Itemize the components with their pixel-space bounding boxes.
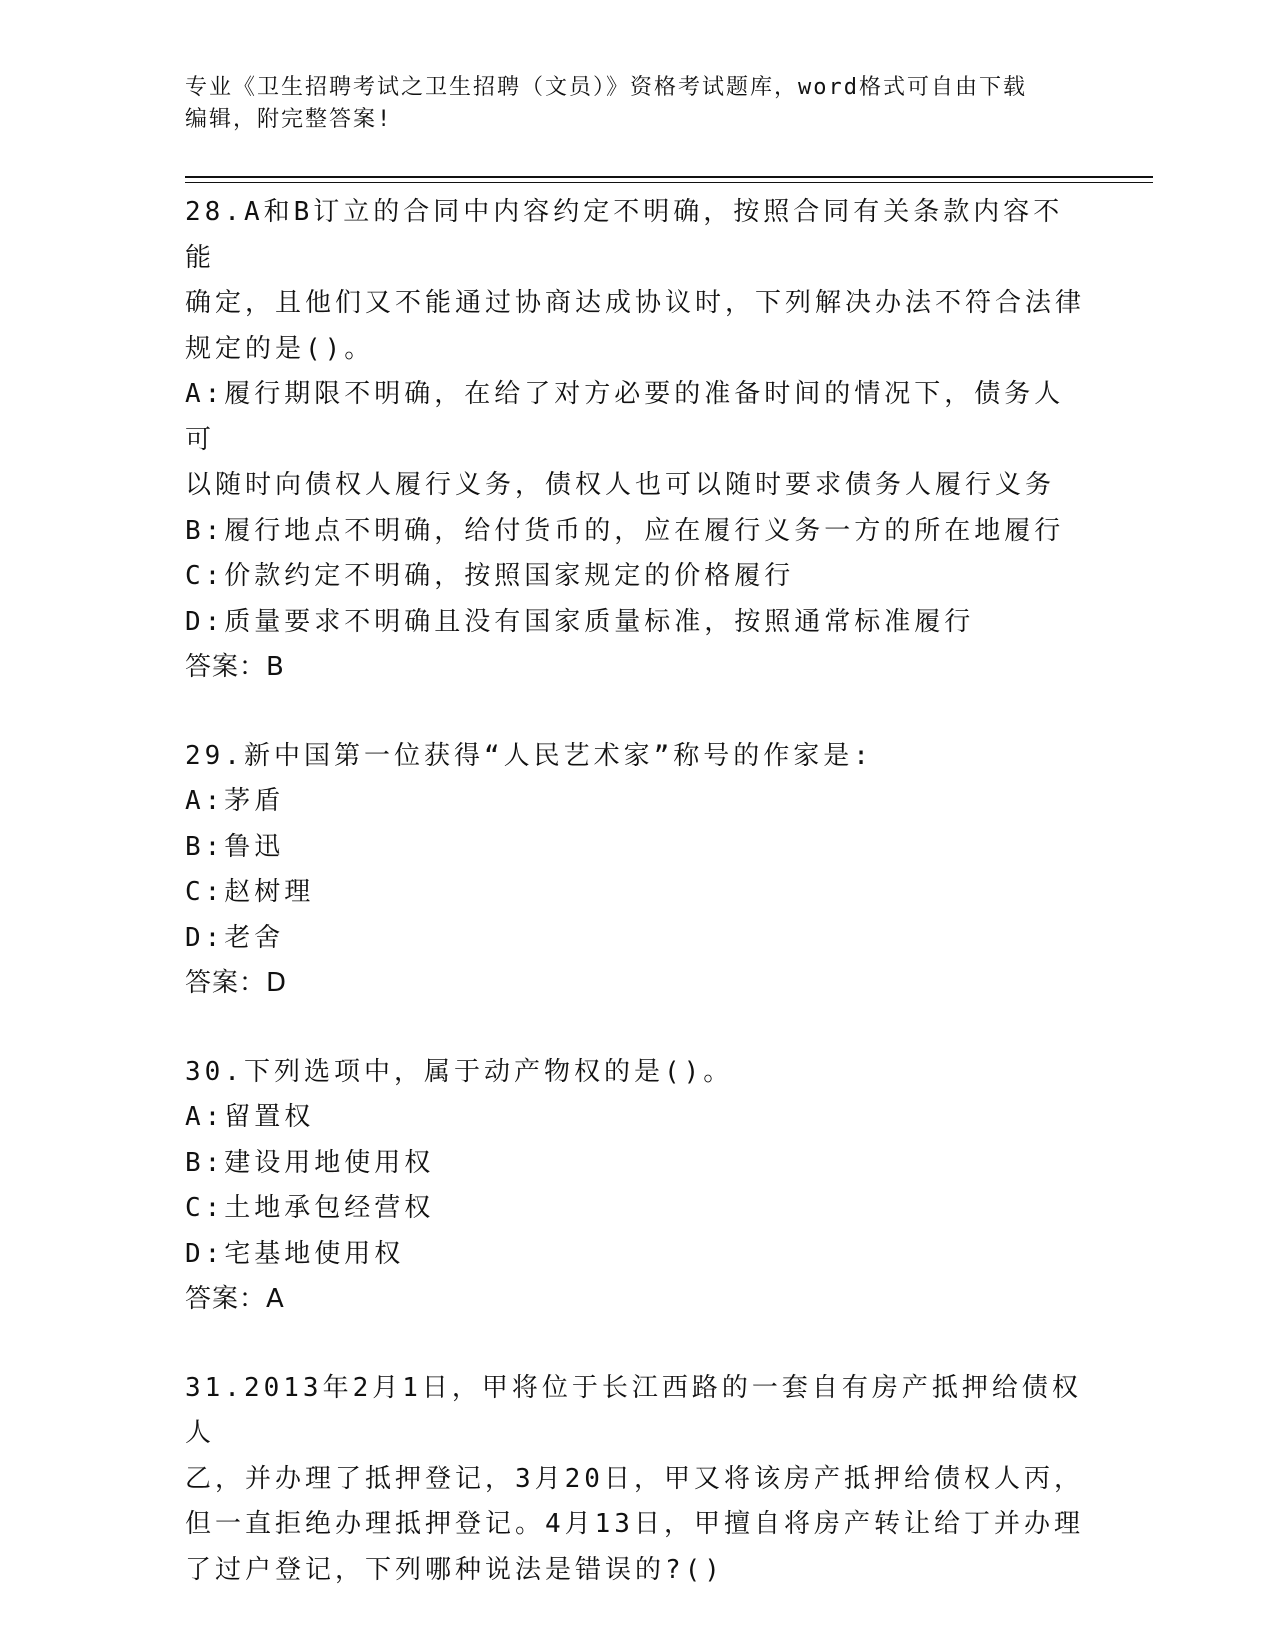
question-text-line: 但一直拒绝办理抵押登记。4月13日，甲擅自将房产转让给丁并办理: [185, 1509, 1084, 1539]
question-29: [185, 734, 1085, 1007]
option-d: D:宅基地使用权: [185, 1238, 405, 1269]
question-text-line: 确定，且他们又不能通过协商达成协议时，下列解决办法不符合法律: [185, 288, 1086, 318]
question-30: [185, 1050, 1085, 1323]
option-a: A:留置权: [185, 1102, 315, 1132]
question-text-line: 28.A和B订立的合同中内容约定不明确，按照合同有关条款内容不能: [185, 197, 1064, 273]
question-text-line: 29.新中国第一位获得“人民艺术家”称号的作家是:: [185, 740, 873, 771]
answer: 答案：D: [185, 968, 288, 998]
header-line-2: 编辑，附完整答案!: [185, 107, 393, 132]
option-c: C:价款约定不明确，按照国家规定的价格履行: [185, 561, 795, 591]
header-line-1: 专业《卫生招聘考试之卫生招聘（文员）》资格考试题库，word格式可自由下载: [185, 75, 1027, 100]
option-a-line-1: A:履行期限不明确，在给了对方必要的准备时间的情况下，债务人可: [185, 379, 1065, 455]
option-a-line-2: 以随时向债权人履行义务，债权人也可以随时要求债务人履行义务: [185, 470, 1056, 500]
question-text-line: 30.下列选项中，属于动产物权的是()。: [185, 1056, 734, 1087]
option-b: B:建设用地使用权: [185, 1147, 435, 1178]
question-list: [185, 190, 1085, 1636]
question-text-line: 了过户登记，下列哪种说法是错误的?(): [185, 1554, 724, 1585]
option-b: B:履行地点不明确，给付货币的，应在履行义务一方的所在地履行: [185, 515, 1065, 546]
header-divider-thick: [185, 176, 1153, 178]
question-31: [185, 1366, 1085, 1594]
option-b: B:鲁迅: [185, 831, 285, 862]
option-d: D:老舍: [185, 922, 285, 953]
option-c: C:赵树理: [185, 877, 315, 907]
answer: 答案：B: [185, 652, 285, 682]
document-header: [185, 72, 1065, 136]
question-text-line: 乙，并办理了抵押登记，3月20日，甲又将该房产抵押给债权人丙，: [185, 1463, 1084, 1494]
question-28: [185, 190, 1085, 691]
question-text-line: 规定的是()。: [185, 333, 375, 364]
option-d: D:质量要求不明确且没有国家质量标准，按照通常标准履行: [185, 606, 975, 637]
option-a: A:茅盾: [185, 786, 285, 816]
question-text-line: 31.2013年2月1日，甲将位于长江西路的一套自有房产抵押给债权人: [185, 1372, 1082, 1448]
answer: 答案：A: [185, 1284, 285, 1314]
header-divider-thin: [185, 182, 1153, 183]
option-c: C:土地承包经营权: [185, 1193, 435, 1223]
